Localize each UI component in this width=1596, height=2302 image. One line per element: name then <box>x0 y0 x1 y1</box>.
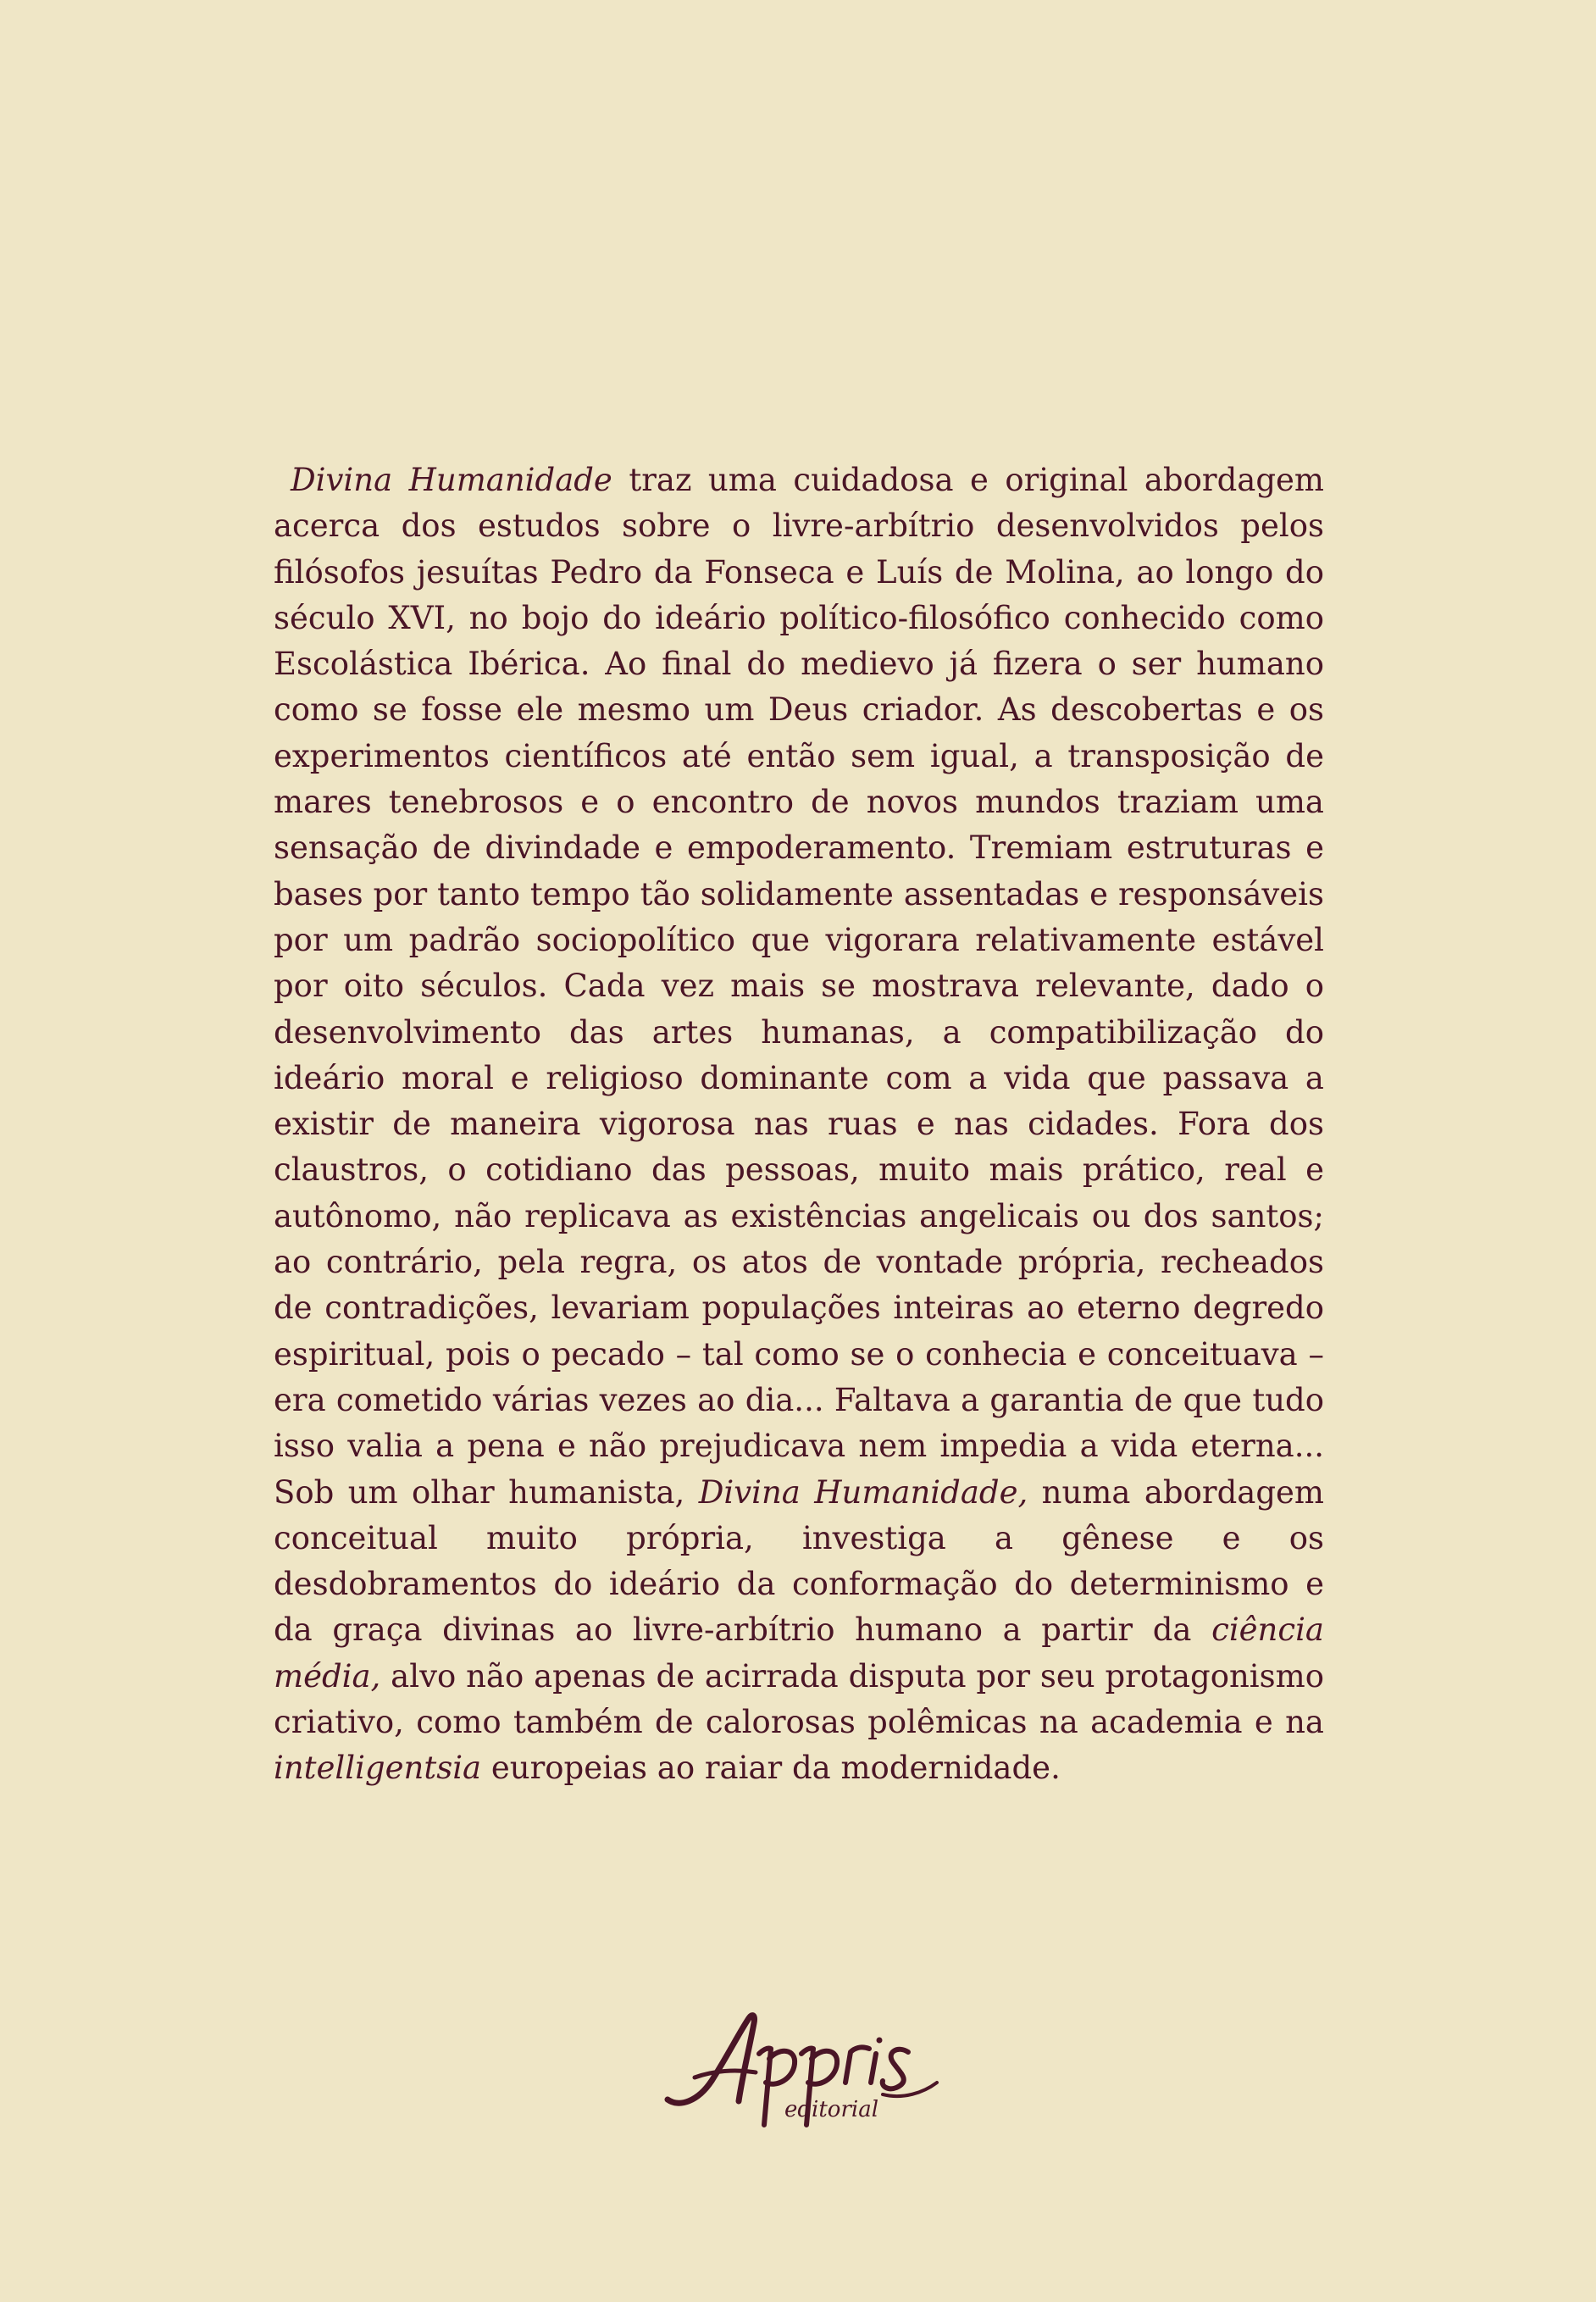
synopsis-text-4: europeias ao raiar da modernidade. <box>481 1750 1061 1787</box>
book-title-italic: Divina Humanidade <box>291 462 612 498</box>
appris-editorial-logo-icon <box>661 2000 949 2135</box>
term-ciencia-media: ciência média, <box>274 1611 1324 1695</box>
synopsis-text-2: numa abordagem conceitual muito própria, investiga a gênese e os desdobramentos do ideário da conformação do determinismo e da graça divinas ao livre-arbítrio humano a partir da <box>274 1473 1324 1649</box>
logo-subtext: editorial <box>784 2097 879 2122</box>
term-intelligentsia: intelligentsia <box>274 1750 482 1787</box>
synopsis-text-3: alvo não apenas de acirrada disputa por seu protagonismo criativo, como também de calorosas polêmicas na academia e na <box>274 1657 1324 1741</box>
publisher-logo <box>661 2000 949 2135</box>
book-title-italic-2: Divina Humanidade, <box>698 1473 1028 1511</box>
synopsis-text-1: traz uma cuidadosa e original abordagem acerca dos estudos sobre o livre-arbítrio desenvolvidos pelos filósofos jesuítas Pedro da Fonseca e Luís de Molina, ao longo do século XVI, no bojo do ideário político-filosófico conhecido como Escolástica Ibérica. Ao final do medievo já fizera o ser humano como se fosse ele mesmo um Deus criador. As descobertas e os experimentos científicos até então sem igual, a transposição de mares tenebrosos e o encontro de novos mundos traziam uma sensação de divindade e empoderamento. Tremiam estruturas e bases por tanto tempo tão solidamente assentadas e responsáveis por um padrão sociopolítico que vigorara relativamente estável por oito séculos. Cada vez mais se mostrava relevante, dado o desenvolvimento das artes humanas, a compatibilização do ideário moral e religioso dominante com a vida que passava a existir de maneira vigorosa nas ruas e nas cidades. Fora dos claustros, o cotidiano das pessoas, muito mais prático, real e autônomo, não replicava as existências angelicais ou dos santos; ao contrário, pela regra, os atos de vontade própria, recheados de contradições, levariam populações inteiras ao eterno degredo espiritual, pois o pecado – tal como se o conhecia e conceituava – era cometido várias vezes ao dia... Faltava a garantia de que tudo isso valia a pena e não prejudicava nem impedia a vida eterna... Sob um olhar humanista, <box>274 462 1324 1511</box>
book-synopsis <box>274 458 1324 1792</box>
